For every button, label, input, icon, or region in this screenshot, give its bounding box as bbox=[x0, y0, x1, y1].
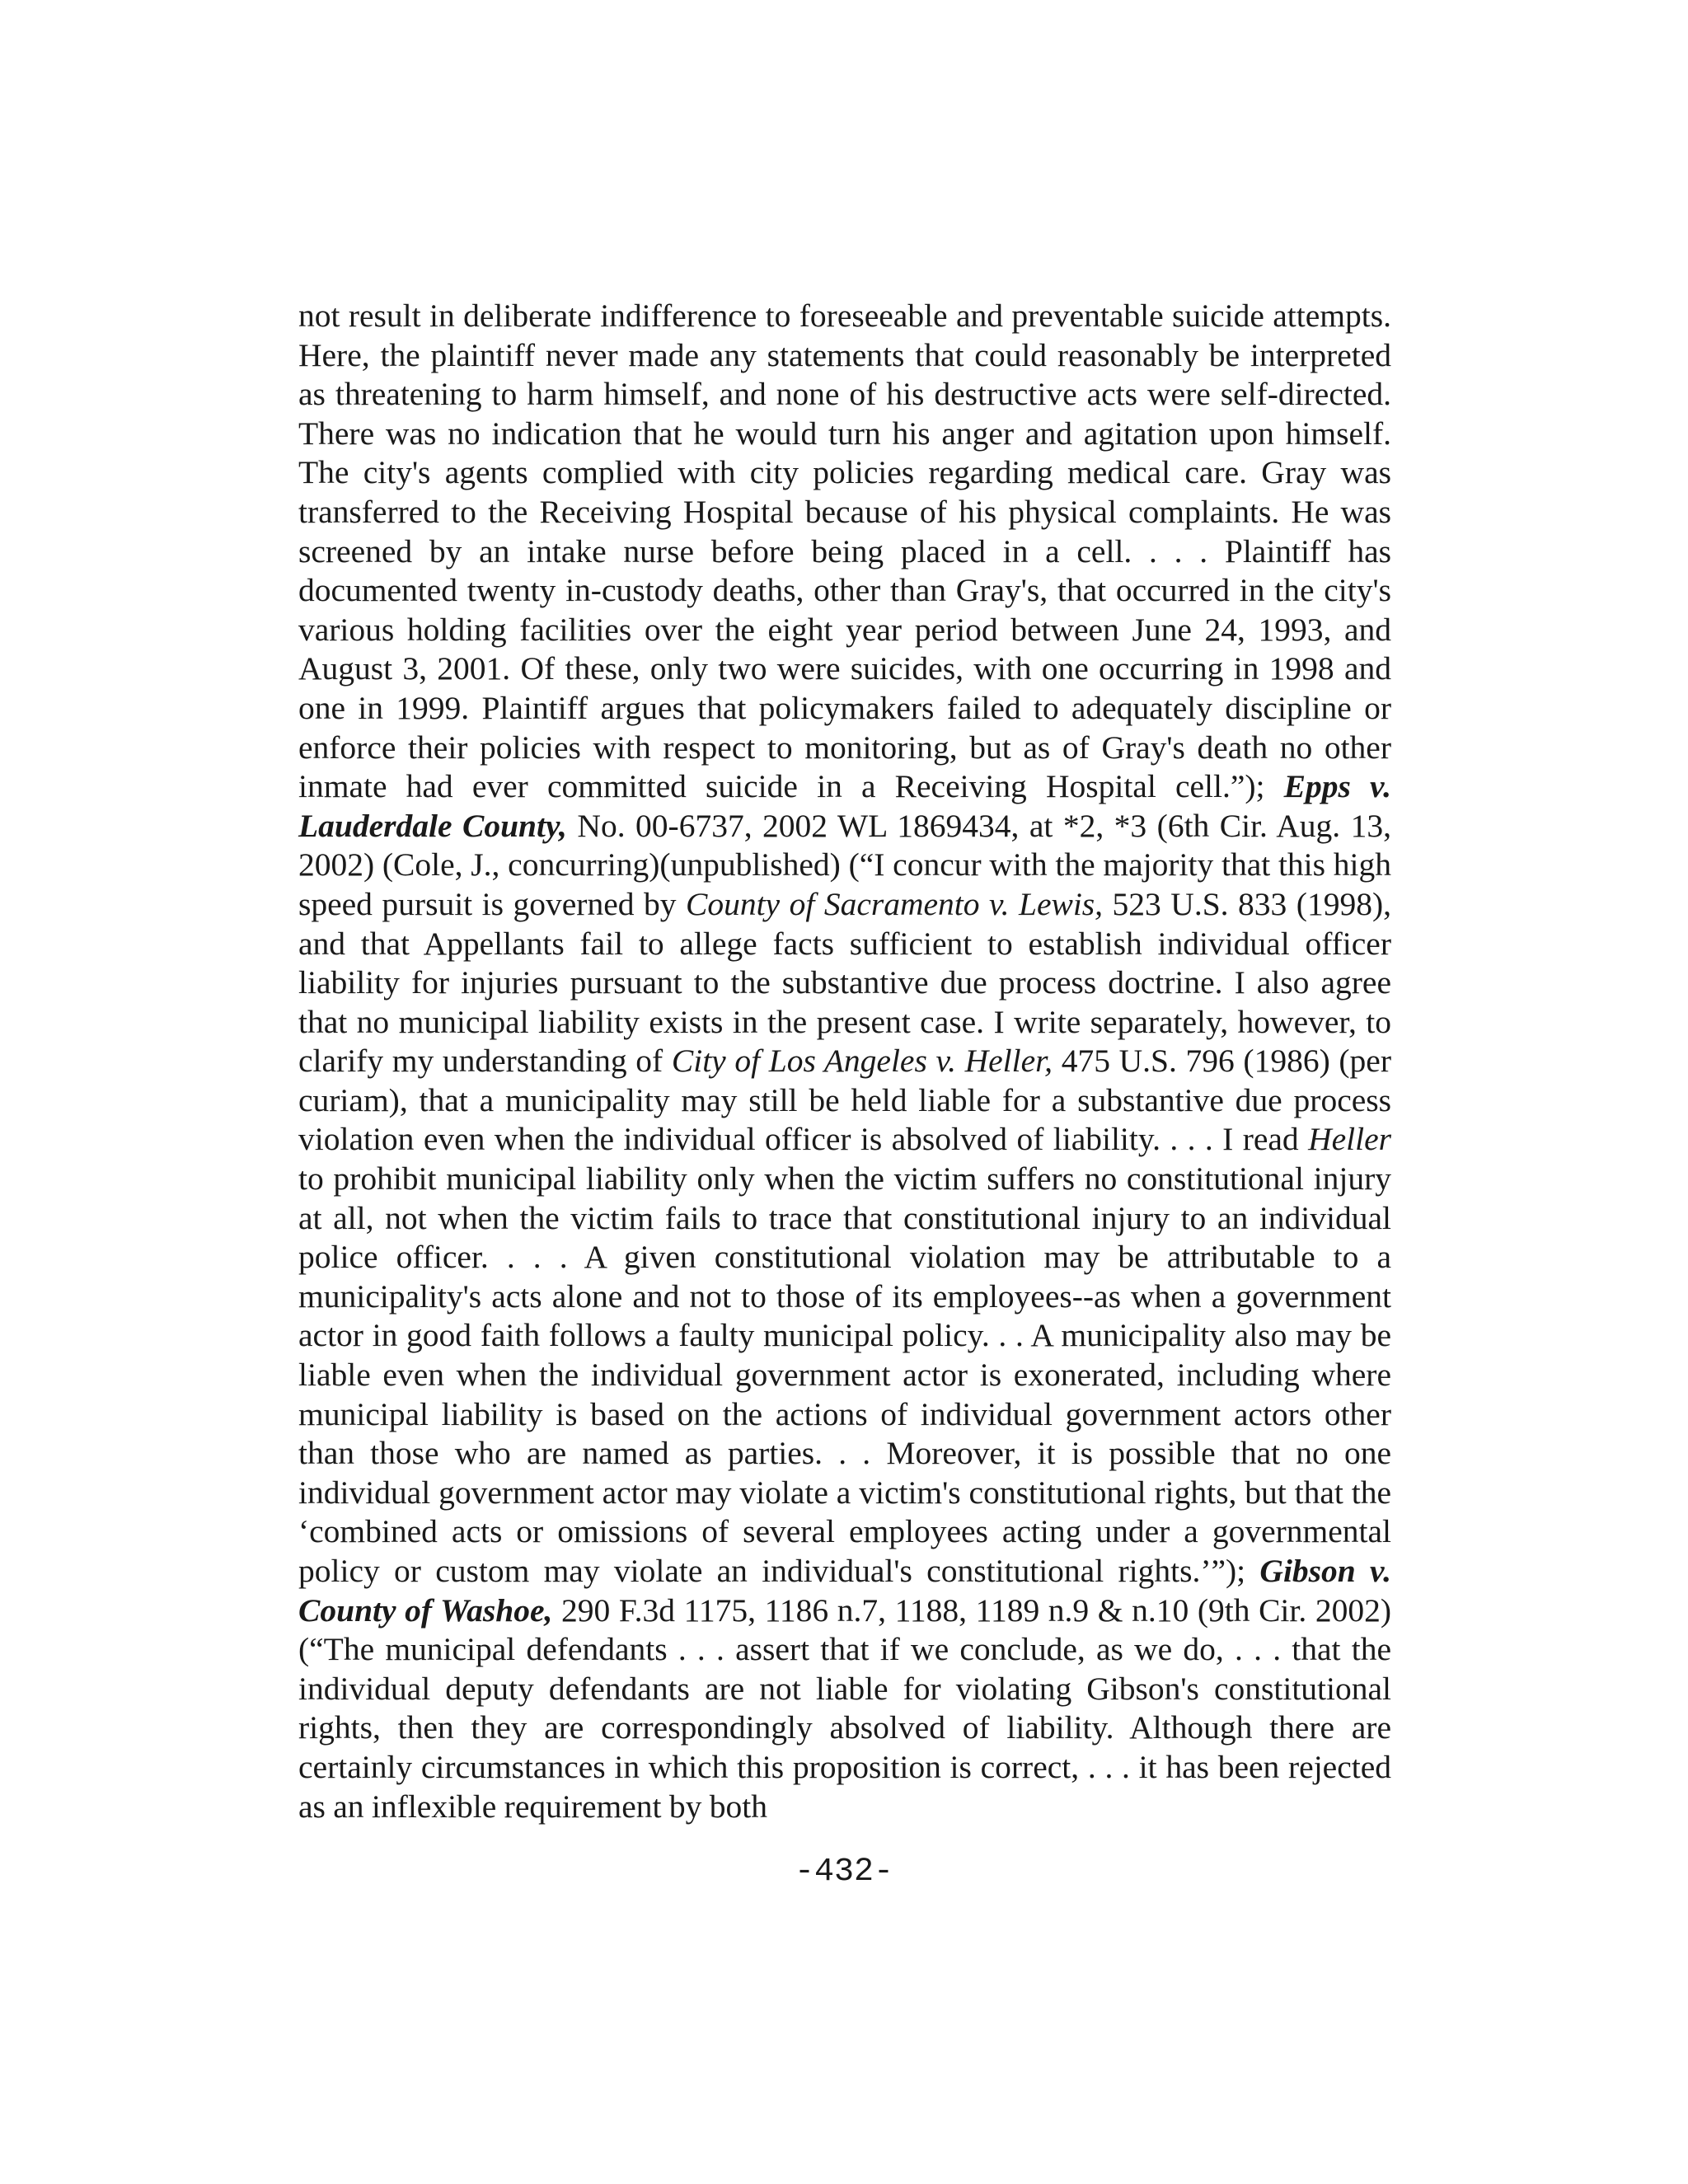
text-segment: to prohibit municipal liability only when the victim suffers no constitutional injury at all, not when the victim fails to trace that constitutional injury to an individual police officer. . . . A given constitutional violation may be attributable to a municipality's acts alone and not to those of its employees--as when a government actor in good faith follows a faulty municipal policy. . . A municipality also may be liable even when the individual government actor is exonerated, including where municipal liability is based on the actions of individual government actors other than those who are named as parties. . . Moreover, it is possible that no one individual government actor may violate a victim's constitutional rights, but that the ‘combined acts or omissions of several employees acting under a governmental policy or custom may violate an individual's constitutional rights.’”); bbox=[298, 1160, 1391, 1589]
case-citation-epps: Epps v. Lauderdale County, bbox=[298, 768, 1391, 844]
text-segment: not result in deliberate indifference to foreseeable and preventable suicide attempts. Here, the plaintiff never made any statements that could reasonably be interpreted as threatening to harm himself, and none of his destructive acts were self-directed. There was no indication that he would turn his anger and agitation upon himself. The city's agents complied with city policies regarding medical care. Gray was transferred to the Receiving Hospital because of his physical complaints. He was screened by an intake nurse before being placed in a cell. . . . Plaintiff has documented twenty in-custody deaths, other than Gray's, that occurred in the city's various holding facilities over the eight year period between June 24, 1993, and August 3, 2001. Of these, only two were suicides, with one occurring in 1998 and one in 1999. Plaintiff argues that policymakers failed to adequately discipline or enforce their policies with respect to monitoring, but as of Gray's death no other inmate had ever committed suicide in a Receiving Hospital cell.”); bbox=[298, 298, 1391, 805]
body-paragraph bbox=[298, 297, 1391, 1826]
text-segment: 475 U.S. 796 (1986) (per curiam), that a municipality may still be held liable for a substantive due process violation even when the individual officer is absolved of liability. . . . I read bbox=[298, 1043, 1391, 1158]
case-citation-lewis: County of Sacramento v. Lewis, bbox=[685, 885, 1104, 922]
case-short-heller: Heller bbox=[1308, 1121, 1391, 1158]
text-segment: 290 F.3d 1175, 1186 n.7, 1188, 1189 n.9 & n.10 (9th Cir. 2002) (“The municipal defendants . . . assert that if we conclude, as we do, . . . that the individual deputy defendants are not liable for violating Gibson's constitutional rights, then they are correspondingly absolved of liability. Although there are certainly circumstances in which this proposition is correct, . . . it has been rejected as an inflexible requirement by both bbox=[298, 1591, 1392, 1825]
text-segment: No. 00-6737, 2002 WL 1869434, at *2, *3 (6th Cir. Aug. 13, 2002) (Cole, J., concurring)(unpublished) (“I concur with the majority that this high speed pursuit is governed by bbox=[298, 807, 1391, 922]
case-citation-heller: City of Los Angeles v. Heller, bbox=[671, 1043, 1053, 1080]
text-segment: 523 U.S. 833 (1998), and that Appellants fail to allege facts sufficient to establish individual officer liability for injuries pursuant to the substantive due process doctrine. I also agree that no municipal liability exists in the present case. I write separately, however, to clarify my understanding of bbox=[298, 885, 1391, 1080]
case-citation-gibson: Gibson v. County of Washoe, bbox=[298, 1553, 1391, 1629]
page-number: -432- bbox=[794, 1854, 894, 1891]
